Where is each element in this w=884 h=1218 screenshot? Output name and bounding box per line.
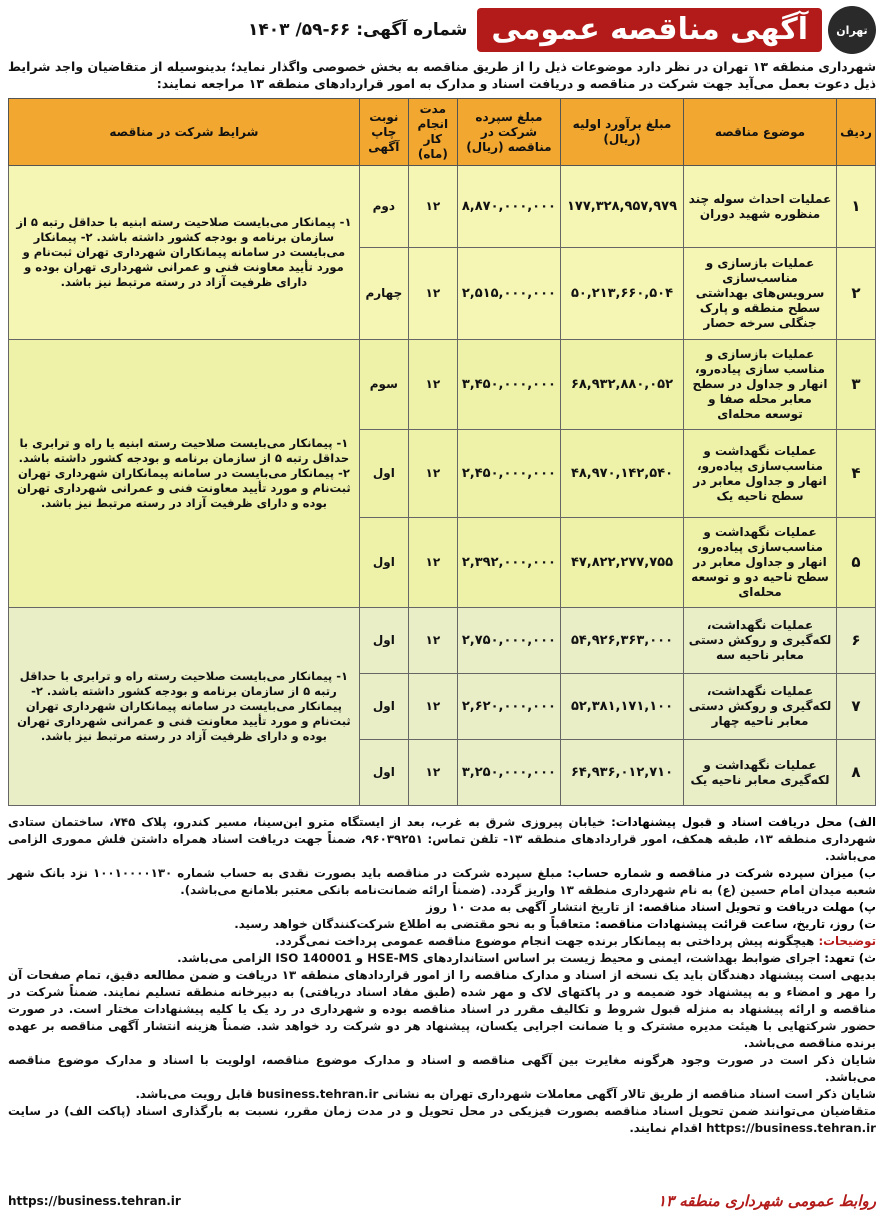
row-deposit: ۳,۲۵۰,۰۰۰,۰۰۰ bbox=[457, 740, 560, 806]
row-subject: عملیات نگهداشت، لکه‌گیری و روکش دستی معابر ناحیه سه bbox=[684, 608, 837, 674]
row-duration: ۱۲ bbox=[408, 340, 457, 430]
municipality-logo bbox=[828, 6, 876, 54]
row-deposit: ۲,۳۹۲,۰۰۰,۰۰۰ bbox=[457, 518, 560, 608]
col-subject: موضوع مناقصه bbox=[684, 99, 837, 166]
detail-b bbox=[8, 865, 876, 899]
col-row: ردیف bbox=[837, 99, 876, 166]
row-duration: ۱۲ bbox=[408, 740, 457, 806]
row-estimate: ۵۲,۳۸۱,۱۷۱,۱۰۰ bbox=[561, 674, 684, 740]
detail-p-label: پ) مهلت دریافت و تحویل اسناد مناقصه: bbox=[638, 900, 876, 914]
detail-a-label: الف) محل دریافت اسناد و قبول پیشنهادات: bbox=[611, 815, 876, 829]
ad-title-banner: آگهی مناقصه عمومی bbox=[477, 8, 822, 52]
detail-a-text: خیابان پیروزی شرق به غرب، بعد از ایستگاه مترو ابن‌سینا، مسیر کندرو، پلاک ۷۴۵، ساختمان ستادی شهرداری منطقه ۱۳، طبقه همکف، امور قراردادهای منطقه ۱۳- تلفن تماس: ۹۶۰۳۹۲۵۱، ضمناً جهت دریافت اسناد همراه داشتن فلش مموری الزامی می‌باشد. bbox=[8, 815, 876, 863]
detail-t-label: ت) روز، تاریخ، ساعت قرائت پیشنهادات مناقصه: bbox=[595, 917, 876, 931]
row-duration: ۱۲ bbox=[408, 166, 457, 248]
row-subject: عملیات نگهداشت و مناسب‌سازی پیاده‌رو، انهار و جداول معابر در سطح ناحیه یک bbox=[684, 430, 837, 518]
row-number: ۵ bbox=[837, 518, 876, 608]
row-print: سوم bbox=[359, 340, 408, 430]
table-header-row bbox=[9, 99, 876, 166]
row-print: چهارم bbox=[359, 248, 408, 340]
row-number: ۴ bbox=[837, 430, 876, 518]
table-row bbox=[9, 608, 876, 674]
row-deposit: ۲,۶۲۰,۰۰۰,۰۰۰ bbox=[457, 674, 560, 740]
row-print: اول bbox=[359, 740, 408, 806]
col-deposit: مبلغ سپرده شرکت در مناقصه (ریال) bbox=[457, 99, 560, 166]
tender-table bbox=[8, 98, 876, 806]
detail-t bbox=[8, 916, 876, 933]
col-estimate: مبلغ برآورد اولیه (ریال) bbox=[561, 99, 684, 166]
detail-p-text: از تاریخ انتشار آگهی به مدت ۱۰ روز bbox=[426, 900, 635, 914]
conditions-group-2: ۱- پیمانکار می‌بایست صلاحیت رسته ابنیه یا راه و ترابری با حداقل رتبه ۵ از سازمان برنامه و بودجه کشور داشته باشد. ۲- پیمانکار می‌بایست در سامانه پیمانکاران شهرداری تهران ثبت‌نام و مورد تأیید معاونت فنی و عمرانی شهرداری تهران بوده و دارای ظرفیت آزاد در رسته مرتبط نیز باشد. bbox=[9, 340, 360, 608]
detail-notes bbox=[8, 933, 876, 950]
intro-paragraph: شهرداری منطقه ۱۳ تهران در نظر دارد موضوعات ذیل را از طریق مناقصه به بخش خصوصی واگذار نماید؛ بدینوسیله از متقاضیان واجد شرایط ذیل دعوت بعمل می‌آید جهت شرکت در مناقصه و دریافت اسناد و مدارک به امور قراردادهای منطقه ۱۳ مراجعه نمایند: bbox=[8, 59, 876, 91]
row-print: اول bbox=[359, 608, 408, 674]
detail-th bbox=[8, 950, 876, 967]
row-deposit: ۸,۸۷۰,۰۰۰,۰۰۰ bbox=[457, 166, 560, 248]
row-subject: عملیات بازسازی و مناسب‌سازی سرویس‌های بهداشتی سطح منطقه و پارک جنگلی سرخه حصار bbox=[684, 248, 837, 340]
row-duration: ۱۲ bbox=[408, 430, 457, 518]
detail-para-1: بدیهی است پیشنهاد دهندگان باید یک نسخه از اسناد و مدارک مناقصه را از امور قراردادهای منطقه ۱۳ دریافت و ضمن مطالعه دقیق، تمام صفحات آن را مهر و امضاء و به پیشنهاد خود ضمیمه و در پاکتهای لاک و مهر شده (طبق مفاد اسناد دریافتی) به دبیرخانه منطقه تسلیم نمایند. ضمناً شرکت در مناقصه و ارائه پیشنهاد به منزله قبول شروط و تکالیف مقرر در اسناد مناقصه بوده و شهرداری در رد یک یا کلیه پیشنهادات مختار است. در صورت حضور شرکتهایی با هیئت مدیره مشترک و یا ضمانت اجرایی یکسان، پیشنهاد هر دو شرکت رد خواهد شد. ضمناً هزینه انتشار آگهی مناقصه بر عهده برنده مناقصه می‌باشد. bbox=[8, 968, 876, 1050]
detail-b-label: ب) میزان سپرده شرکت در مناقصه و شماره حساب: bbox=[567, 866, 877, 880]
row-number: ۲ bbox=[837, 248, 876, 340]
tender-details bbox=[8, 814, 876, 1137]
detail-para-2: شایان ذکر است در صورت وجود هرگونه مغایرت بین آگهی مناقصه و اسناد و مدارک موضوع مناقصه، اولویت با اسناد و مدارک موضوع مناقصه می‌باشد. bbox=[8, 1053, 876, 1084]
table-row bbox=[9, 340, 876, 430]
row-number: ۶ bbox=[837, 608, 876, 674]
row-print: دوم bbox=[359, 166, 408, 248]
ad-number: شماره آگهی: ۶۶-۵۹/ ۱۴۰۳ bbox=[248, 20, 468, 40]
row-subject: عملیات بازسازی و مناسب سازی پیاده‌رو، انهار و جداول در سطح معابر محله صفا و توسعه محله‌ای bbox=[684, 340, 837, 430]
table-row bbox=[9, 166, 876, 248]
row-estimate: ۵۰,۲۱۳,۶۶۰,۵۰۴ bbox=[561, 248, 684, 340]
col-duration: مدت انجام کار (ماه) bbox=[408, 99, 457, 166]
logo-text: تهران bbox=[836, 23, 868, 37]
row-subject: عملیات احداث سوله چند منظوره شهید دوران bbox=[684, 166, 837, 248]
row-deposit: ۲,۷۵۰,۰۰۰,۰۰۰ bbox=[457, 608, 560, 674]
row-estimate: ۱۷۷,۳۲۸,۹۵۷,۹۷۹ bbox=[561, 166, 684, 248]
detail-t-text: متعاقباً و به نحو مقتضی به اطلاع شرکت‌کنندگان خواهد رسید. bbox=[234, 917, 591, 931]
row-number: ۸ bbox=[837, 740, 876, 806]
col-print: نوبت چاپ آگهی bbox=[359, 99, 408, 166]
row-estimate: ۵۴,۹۲۶,۳۶۳,۰۰۰ bbox=[561, 608, 684, 674]
detail-p bbox=[8, 899, 876, 916]
detail-para-4: متقاضیان می‌توانند ضمن تحویل اسناد مناقصه بصورت فیزیکی در محل تحویل و در مدت زمان مقرر، نسبت به بارگذاری اسناد (پاکت الف) در سایت https://business.tehran.ir اقدام نمایند. bbox=[8, 1104, 876, 1135]
public-relations-signature: روابط عمومی شهرداری منطقه ۱۳ bbox=[657, 1192, 876, 1210]
row-duration: ۱۲ bbox=[408, 674, 457, 740]
row-number: ۳ bbox=[837, 340, 876, 430]
detail-b-text: مبلغ سپرده شرکت در مناقصه باید بصورت نقدی به حساب شماره ۱۰۰۱۰۰۰۰۱۳۰ نزد بانک شهر شعبه میدان امام حسین (ع) به نام شهرداری منطقه ۱۳ واریز گردد. (ضمناً ارائه ضمانت‌نامه بانکی معتبر بلامانع می‌باشد). bbox=[8, 866, 876, 897]
row-deposit: ۲,۴۵۰,۰۰۰,۰۰۰ bbox=[457, 430, 560, 518]
row-subject: عملیات نگهداشت، لکه‌گیری و روکش دستی معابر ناحیه چهار bbox=[684, 674, 837, 740]
row-estimate: ۶۸,۹۳۲,۸۸۰,۰۵۲ bbox=[561, 340, 684, 430]
row-duration: ۱۲ bbox=[408, 518, 457, 608]
conditions-group-3: ۱- پیمانکار می‌بایست صلاحیت رسته راه و ترابری با حداقل رتبه ۵ از سازمان برنامه و بودجه کشور داشته باشد. ۲- پیمانکار می‌بایست در سامانه پیمانکاران شهرداری تهران ثبت‌نام و مورد تأیید معاونت فنی و عمرانی شهرداری تهران بوده و دارای ظرفیت آزاد در رسته مرتبط نیز باشد. bbox=[9, 608, 360, 806]
footer-url-link[interactable]: https://business.tehran.ir bbox=[8, 1194, 181, 1208]
row-duration: ۱۲ bbox=[408, 248, 457, 340]
row-print: اول bbox=[359, 518, 408, 608]
detail-para-3: شایان ذکر است اسناد مناقصه از طریق تالار آگهی معاملات شهرداری تهران به نشانی business.tehran.ir قابل رویت می‌باشد. bbox=[135, 1087, 876, 1101]
row-estimate: ۶۴,۹۳۶,۰۱۲,۷۱۰ bbox=[561, 740, 684, 806]
row-deposit: ۲,۵۱۵,۰۰۰,۰۰۰ bbox=[457, 248, 560, 340]
conditions-group-1: ۱- پیمانکار می‌بایست صلاحیت رسته ابنیه با حداقل رتبه ۵ از سازمان برنامه و بودجه کشور داشته باشد. ۲- پیمانکار می‌بایست در سامانه پیمانکاران شهرداری تهران ثبت‌نام و مورد تأیید معاونت فنی و عمرانی شهرداری تهران بوده و دارای ظرفیت آزاد در رسته مرتبط نیز باشد. bbox=[9, 166, 360, 340]
row-estimate: ۴۸,۹۷۰,۱۴۲,۵۴۰ bbox=[561, 430, 684, 518]
row-duration: ۱۲ bbox=[408, 608, 457, 674]
detail-notes-label: توضیحات: bbox=[818, 934, 876, 948]
detail-notes-text: هیچگونه پیش پرداختی به پیمانکار برنده جهت انجام موضوع مناقصه عمومی پرداخت نمی‌گردد. bbox=[275, 934, 815, 948]
row-subject: عملیات نگهداشت و مناسب‌سازی پیاده‌رو، انهار و جداول معابر در سطح ناحیه دو و توسعه محله‌ای bbox=[684, 518, 837, 608]
detail-th-text: اجرای ضوابط بهداشت، ایمنی و محیط زیست بر اساس استانداردهای HSE-MS و ISO 140001 الزامی می‌باشد. bbox=[177, 951, 821, 965]
row-estimate: ۴۷,۸۲۲,۲۷۷,۷۵۵ bbox=[561, 518, 684, 608]
detail-th-label: ث) تعهد: bbox=[824, 951, 876, 965]
row-number: ۱ bbox=[837, 166, 876, 248]
row-deposit: ۳,۴۵۰,۰۰۰,۰۰۰ bbox=[457, 340, 560, 430]
col-conditions: شرایط شرکت در مناقصه bbox=[9, 99, 360, 166]
detail-a bbox=[8, 814, 876, 865]
row-print: اول bbox=[359, 430, 408, 518]
row-subject: عملیات نگهداشت و لکه‌گیری معابر ناحیه یک bbox=[684, 740, 837, 806]
ad-header bbox=[8, 6, 876, 54]
row-print: اول bbox=[359, 674, 408, 740]
ad-footer bbox=[8, 1190, 876, 1212]
row-number: ۷ bbox=[837, 674, 876, 740]
